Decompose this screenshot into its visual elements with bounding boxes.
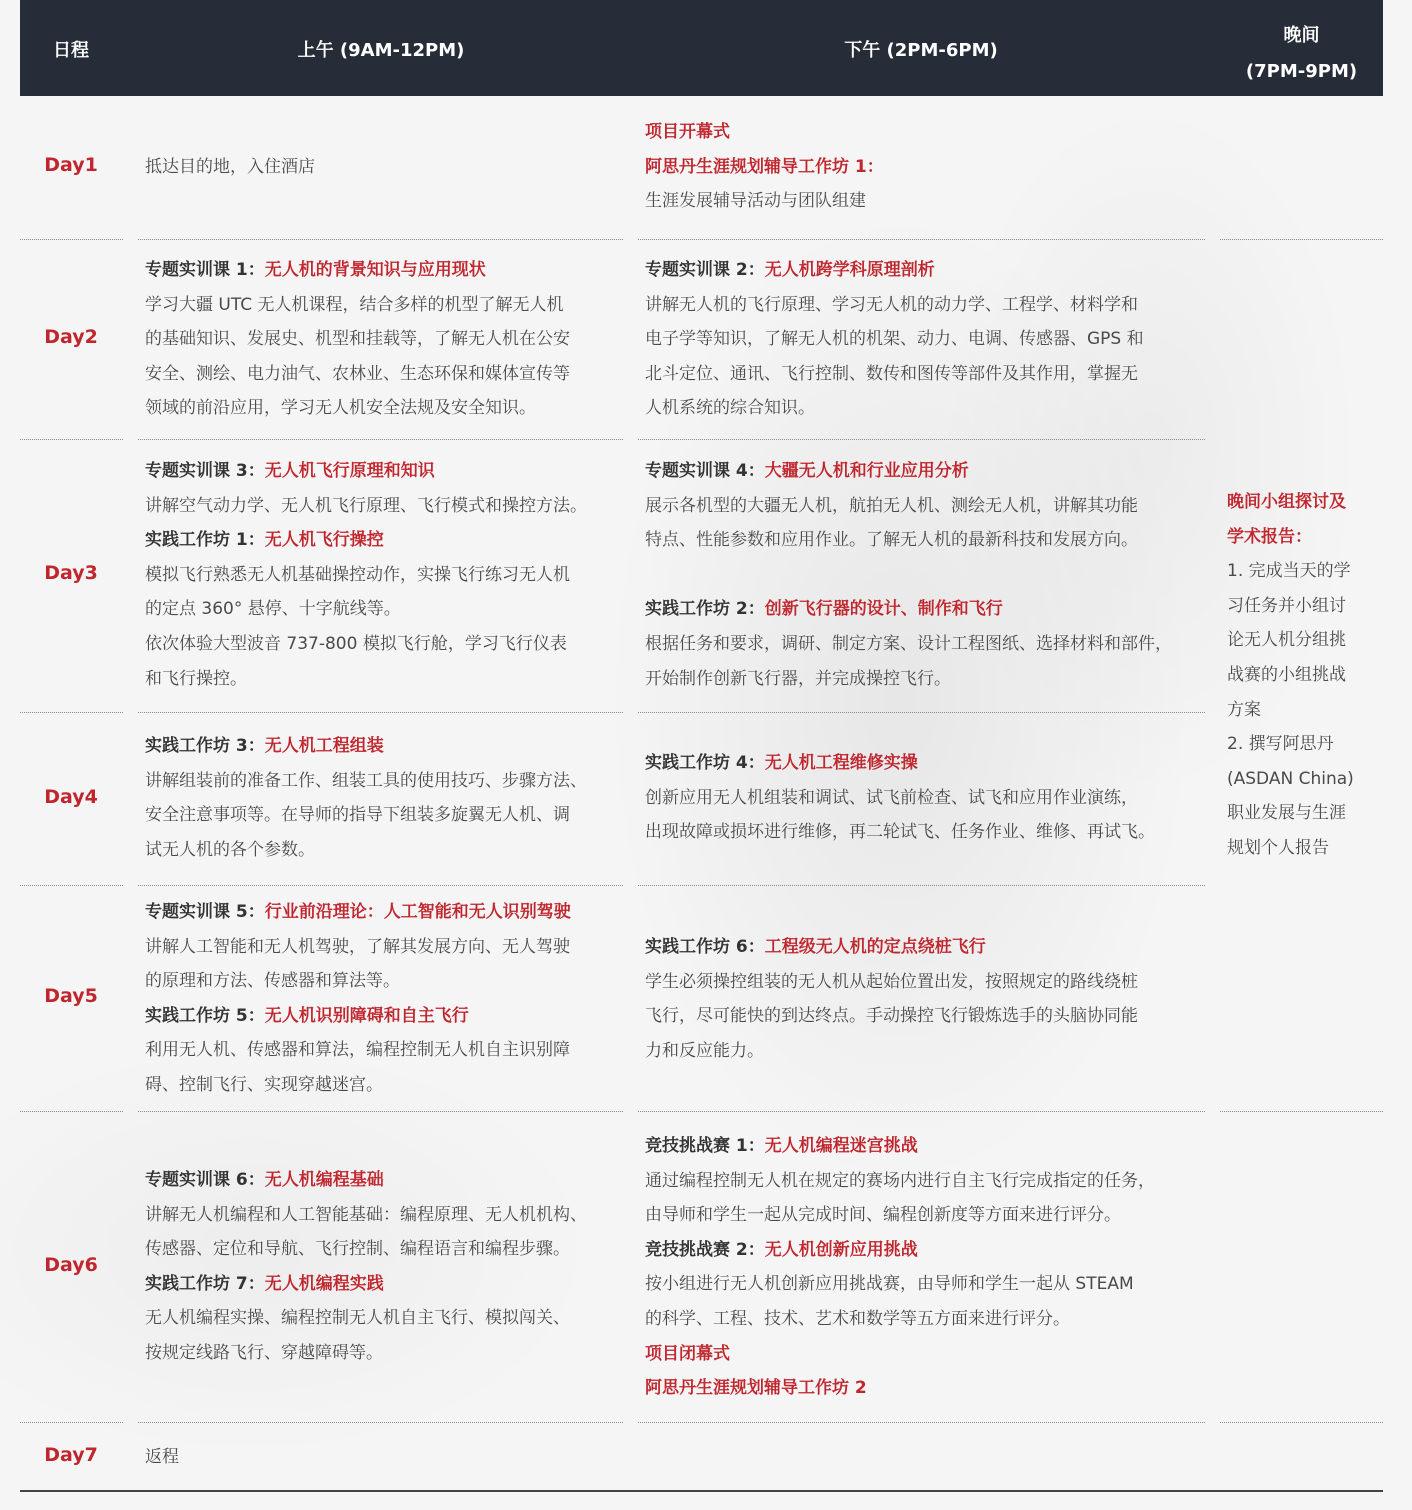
- course-type: 实践工作坊 5：: [145, 1005, 265, 1026]
- course-heading: [145, 253, 623, 288]
- spacer: [645, 558, 1205, 593]
- evening-activity: [1227, 485, 1377, 866]
- divider: [138, 1111, 623, 1112]
- course-desc-line: 开始制作创新飞行器，并完成操控飞行。: [645, 668, 951, 689]
- course-desc-line: 力和反应能力。: [645, 1040, 764, 1061]
- divider: [1220, 1111, 1383, 1112]
- divider: [20, 239, 123, 240]
- course-desc-line: 讲解无人机编程和人工智能基础：编程原理、无人机机构、: [145, 1204, 587, 1225]
- evening-line: 职业发展与生涯: [1227, 803, 1346, 824]
- course-title: 行业前沿理论：人工智能和无人识别驾驶: [264, 902, 571, 922]
- course-desc-line: 讲解组装前的准备工作、组装工具的使用技巧、步骤方法、: [145, 770, 587, 791]
- course-type: 竞技挑战赛 2：: [645, 1239, 765, 1260]
- course-heading: [145, 1163, 623, 1198]
- course-type: 专题实训课 4：: [645, 461, 765, 481]
- header-afternoon: 下午 (2PM-6PM): [844, 40, 998, 61]
- course-desc-line: 创新应用无人机组装和调试、试飞前检查、试飞和应用作业演练，: [645, 787, 1138, 808]
- day-label-5: Day5: [44, 985, 98, 1007]
- day-label-3: Day3: [44, 562, 98, 584]
- course-heading: [645, 253, 1205, 288]
- divider: [20, 712, 123, 713]
- course-heading: [645, 592, 1205, 627]
- course-title: 无人机工程维修实操: [764, 753, 918, 773]
- course-type: 实践工作坊 3：: [145, 736, 265, 756]
- course-desc-line: 传感器、定位和导航、飞行控制、编程语言和编程步骤。: [145, 1239, 570, 1260]
- header-morning: 上午 (9AM-12PM): [297, 40, 465, 61]
- divider: [138, 712, 623, 713]
- course-heading: [645, 1129, 1205, 1164]
- course-desc-line: 学生必须操控组装的无人机从起始位置出发，按照规定的路线绕桩: [645, 971, 1138, 992]
- course-desc-line: 展示各机型的大疆无人机，航拍无人机、测绘无人机，讲解其功能: [645, 495, 1138, 516]
- day-label-1: Day1: [44, 154, 98, 176]
- course-desc-line: 的定点 360° 悬停、十字航线等。: [145, 599, 401, 620]
- day1-workshop-desc: 生涯发展辅导活动与团队组建: [645, 191, 866, 212]
- course-title: 无人机的背景知识与应用现状: [264, 260, 486, 280]
- course-desc-line: 按规定线路飞行、穿越障碍等。: [145, 1342, 383, 1363]
- day1-morning-text: 抵达目的地，入住酒店: [145, 157, 315, 177]
- evening-line: 2. 撰写阿思丹: [1227, 734, 1334, 755]
- day-label-2: Day2: [44, 326, 98, 348]
- course-desc-line: 模拟飞行熟悉无人机基础操控动作，实操飞行练习无人机: [145, 564, 570, 585]
- course-desc-line: 领域的前沿应用，学习无人机安全法规及安全知识。: [145, 398, 536, 419]
- divider: [638, 1422, 1205, 1423]
- course-desc-line: 出现故障或损坏进行维修，再二轮试飞、任务作业、维修、再试飞。: [645, 822, 1155, 843]
- course-desc-line: 试无人机的各个参数。: [145, 839, 315, 860]
- course-title: 无人机编程实践: [264, 1273, 384, 1294]
- evening-title: 晚间小组探讨及: [1227, 492, 1346, 512]
- day3-afternoon: [645, 454, 1205, 696]
- evening-line: 习任务并小组讨: [1227, 595, 1346, 616]
- schedule-header: [20, 0, 1383, 96]
- closing-ceremony: 项目闭幕式: [645, 1343, 730, 1364]
- evening-title: 学术报告：: [1227, 526, 1312, 547]
- course-title: 无人机工程组装: [264, 736, 384, 756]
- course-heading: [645, 454, 1205, 489]
- course-title: 无人机飞行操控: [264, 530, 384, 551]
- course-desc-line: 按小组进行无人机创新应用挑战赛，由导师和学生一起从 STEAM: [645, 1274, 1134, 1295]
- course-type: 专题实训课 6：: [145, 1170, 265, 1190]
- evening-line: (ASDAN China): [1227, 768, 1354, 789]
- header-day: 日程: [53, 40, 89, 61]
- course-desc-line: 的科学、工程、技术、艺术和数学等五方面来进行评分。: [645, 1308, 1070, 1329]
- day5-morning: [145, 895, 623, 1103]
- course-desc-line: 由导师和学生一起从完成时间、编程创新度等方面来进行评分。: [645, 1205, 1121, 1226]
- evening-line: 战赛的小组挑战: [1227, 664, 1346, 685]
- divider: [20, 885, 123, 886]
- header-evening: [1220, 18, 1383, 90]
- day-label-4: Day4: [44, 786, 98, 808]
- course-desc-line: 的原理和方法、传感器和算法等。: [145, 971, 400, 992]
- day2-afternoon: [645, 253, 1205, 426]
- day7-morning: [145, 1440, 623, 1475]
- course-heading: [145, 523, 623, 558]
- day2-morning: [145, 253, 623, 426]
- course-type: 实践工作坊 1：: [145, 530, 265, 551]
- course-type: 实践工作坊 4：: [645, 753, 765, 773]
- course-type: 实践工作坊 2：: [645, 599, 765, 620]
- course-desc-line: 利用无人机、传感器和算法，编程控制无人机自主识别障: [145, 1040, 570, 1061]
- course-desc-line: 讲解无人机的飞行原理、学习无人机的动力学、工程学、材料学和: [645, 294, 1138, 315]
- course-desc-line: 安全、测绘、电力油气、农林业、生态环保和媒体宣传等: [145, 363, 570, 384]
- course-desc-line: 的基础知识、发展史、机型和挂载等，了解无人机在公安: [145, 329, 570, 350]
- course-type: 专题实训课 3：: [145, 461, 265, 481]
- header-evening-label: 晚间: [1283, 25, 1320, 46]
- course-desc-line: 根据任务和要求，调研、制定方案、设计工程图纸、选择材料和部件，: [645, 633, 1172, 654]
- divider: [20, 1111, 123, 1112]
- divider: [638, 439, 1205, 440]
- day5-afternoon: [645, 930, 1205, 1068]
- course-title: 创新飞行器的设计、制作和飞行: [764, 599, 1003, 620]
- course-desc-line: 学习大疆 UTC 无人机课程，结合多样的机型了解无人机: [145, 294, 564, 315]
- course-type: 竞技挑战赛 1：: [645, 1136, 765, 1156]
- course-desc-line: 飞行，尽可能快的到达终点。手动操控飞行锻炼选手的头脑协同能: [645, 1006, 1138, 1027]
- table-bottom-border: [20, 1490, 1383, 1492]
- course-heading: [145, 1267, 623, 1302]
- divider: [138, 439, 623, 440]
- course-heading: [145, 454, 623, 489]
- course-type: 专题实训课 5：: [145, 902, 265, 922]
- evening-line: 规划个人报告: [1227, 837, 1329, 858]
- course-desc-line: 北斗定位、通讯、飞行控制、数传和图传等部件及其作用，掌握无: [645, 363, 1138, 384]
- divider: [1220, 239, 1383, 240]
- course-heading: [145, 999, 623, 1034]
- course-desc-line: 特点、性能参数和应用作业。了解无人机的最新科技和发展方向。: [645, 530, 1138, 551]
- divider: [138, 239, 623, 240]
- divider: [638, 239, 1205, 240]
- day6-afternoon: [645, 1129, 1205, 1406]
- course-desc-line: 无人机编程实操、编程控制无人机自主飞行、模拟闯关、: [145, 1308, 570, 1329]
- course-desc-line: 碍、控制飞行、实现穿越迷宫。: [145, 1074, 383, 1095]
- career-workshop-2: 阿思丹生涯规划辅导工作坊 2: [645, 1378, 867, 1399]
- divider: [1220, 1422, 1383, 1423]
- course-title: 无人机编程基础: [264, 1170, 384, 1190]
- divider: [638, 885, 1205, 886]
- course-desc-line: 讲解人工智能和无人机驾驶，了解其发展方向、无人驾驶: [145, 936, 570, 957]
- divider: [138, 1422, 623, 1423]
- evening-line: 论无人机分组挑: [1227, 630, 1346, 651]
- course-type: 专题实训课 1：: [145, 260, 265, 280]
- course-desc-line: 讲解空气动力学、无人机飞行原理、飞行模式和操控方法。: [145, 495, 587, 516]
- course-title: 无人机飞行原理和知识: [264, 461, 435, 481]
- header-evening-time: (7PM-9PM): [1245, 61, 1358, 82]
- course-desc-line: 和飞行操控。: [145, 668, 247, 689]
- course-type: 专题实训课 2：: [645, 260, 765, 280]
- course-heading: [645, 1233, 1205, 1268]
- course-desc-line: 人机系统的综合知识。: [645, 398, 815, 419]
- course-heading: [145, 895, 623, 930]
- course-heading: [145, 729, 623, 764]
- course-title: 无人机识别障碍和自主飞行: [264, 1005, 469, 1026]
- course-title: 工程级无人机的定点绕桩飞行: [764, 937, 986, 957]
- course-heading: [645, 746, 1205, 781]
- day1-workshop-title: 阿思丹生涯规划辅导工作坊 1：: [645, 156, 884, 177]
- course-title: 大疆无人机和行业应用分析: [764, 461, 969, 481]
- day1-morning: [145, 150, 623, 185]
- return-text: 返程: [145, 1447, 179, 1467]
- course-type: 实践工作坊 7：: [145, 1273, 265, 1294]
- divider: [20, 439, 123, 440]
- day1-afternoon: [645, 115, 1205, 219]
- divider: [638, 1111, 1205, 1112]
- divider: [638, 712, 1205, 713]
- day4-afternoon: [645, 746, 1205, 850]
- day4-morning: [145, 729, 623, 867]
- evening-line: 方案: [1227, 699, 1261, 720]
- course-desc-line: 依次体验大型波音 737-800 模拟飞行舱，学习飞行仪表: [145, 633, 567, 654]
- course-desc-line: 通过编程控制无人机在规定的赛场内进行自主飞行完成指定的任务，: [645, 1170, 1155, 1191]
- course-title: 无人机创新应用挑战: [764, 1239, 918, 1260]
- divider: [138, 885, 623, 886]
- divider: [20, 1422, 123, 1423]
- day1-opening: 项目开幕式: [645, 122, 730, 142]
- day-label-6: Day6: [44, 1254, 98, 1276]
- evening-line: 1. 完成当天的学: [1227, 561, 1351, 582]
- course-type: 实践工作坊 6：: [645, 937, 765, 957]
- day6-morning: [145, 1163, 623, 1371]
- day-label-7: Day7: [44, 1444, 98, 1466]
- course-desc-line: 安全注意事项等。在导师的指导下组装多旋翼无人机、调: [145, 805, 570, 826]
- course-desc-line: 电子学等知识，了解无人机的机架、动力、电调、传感器、GPS 和: [645, 329, 1144, 350]
- course-title: 无人机跨学科原理剖析: [764, 260, 935, 280]
- course-heading: [645, 930, 1205, 965]
- day3-morning: [145, 454, 623, 696]
- course-title: 无人机编程迷宫挑战: [764, 1136, 918, 1156]
